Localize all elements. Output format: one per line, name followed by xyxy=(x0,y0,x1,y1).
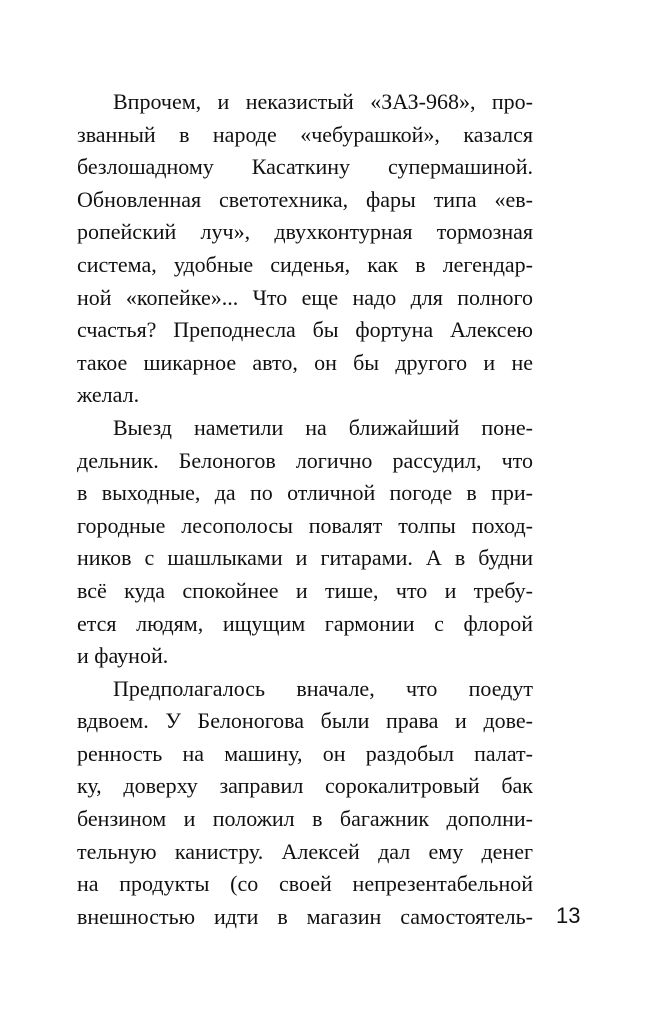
text-line: на продукты (со своей непрезентабельной xyxy=(77,871,533,897)
text-line: ников с шашлыками и гитарами. А в будни xyxy=(77,545,533,571)
text-line: ропейский луч», двухконтурная тормозная xyxy=(77,219,533,245)
text-line: всё куда спокойнее и тише, что и требу- xyxy=(77,577,533,603)
text-line: Предполагалось вначале, что поедут xyxy=(113,675,533,701)
body-text xyxy=(77,86,533,933)
text-line: внешностью идти в магазин самостоятель- xyxy=(77,903,533,929)
text-line: система, удобные сиденья, как в легендар- xyxy=(77,251,533,277)
text-line: ной «копейке»... Что еще надо для полного xyxy=(77,284,533,310)
text-line: желал. xyxy=(77,382,140,408)
text-line: вдвоем. У Белоногова были права и дове- xyxy=(77,708,533,734)
text-line: городные лесополосы повалят толпы поход- xyxy=(77,512,533,538)
text-line: Выезд наметили на ближайший поне- xyxy=(113,414,533,440)
text-line: Обновленная светотехника, фары типа «ев- xyxy=(77,186,533,212)
text-line: такое шикарное авто, он бы другого и не xyxy=(77,349,533,375)
text-line: дельник. Белоногов логично рассудил, что xyxy=(77,447,533,473)
text-line: безлошадному Касаткину супермашиной. xyxy=(77,154,533,180)
text-line: и фауной. xyxy=(77,643,169,669)
text-line: званный в народе «чебурашкой», казался xyxy=(77,121,533,147)
text-line: счастья? Преподнесла бы фортуна Алексею xyxy=(77,317,533,343)
text-line: ется людям, ищущим гармонии с флорой xyxy=(77,610,533,636)
text-line: в выходные, да по отличной погоде в при- xyxy=(77,480,533,506)
page-number: 13 xyxy=(556,903,581,928)
text-line: Впрочем, и неказистый «ЗАЗ-968», про- xyxy=(113,89,533,114)
text-line: ку, доверху заправил сорокалитровый бак xyxy=(77,773,533,799)
text-line: тельную канистру. Алексей дал ему денег xyxy=(77,838,533,864)
text-line: бензином и положил в багажник дополни- xyxy=(77,806,533,832)
text-line: ренность на машину, он раздобыл палат- xyxy=(77,740,533,766)
